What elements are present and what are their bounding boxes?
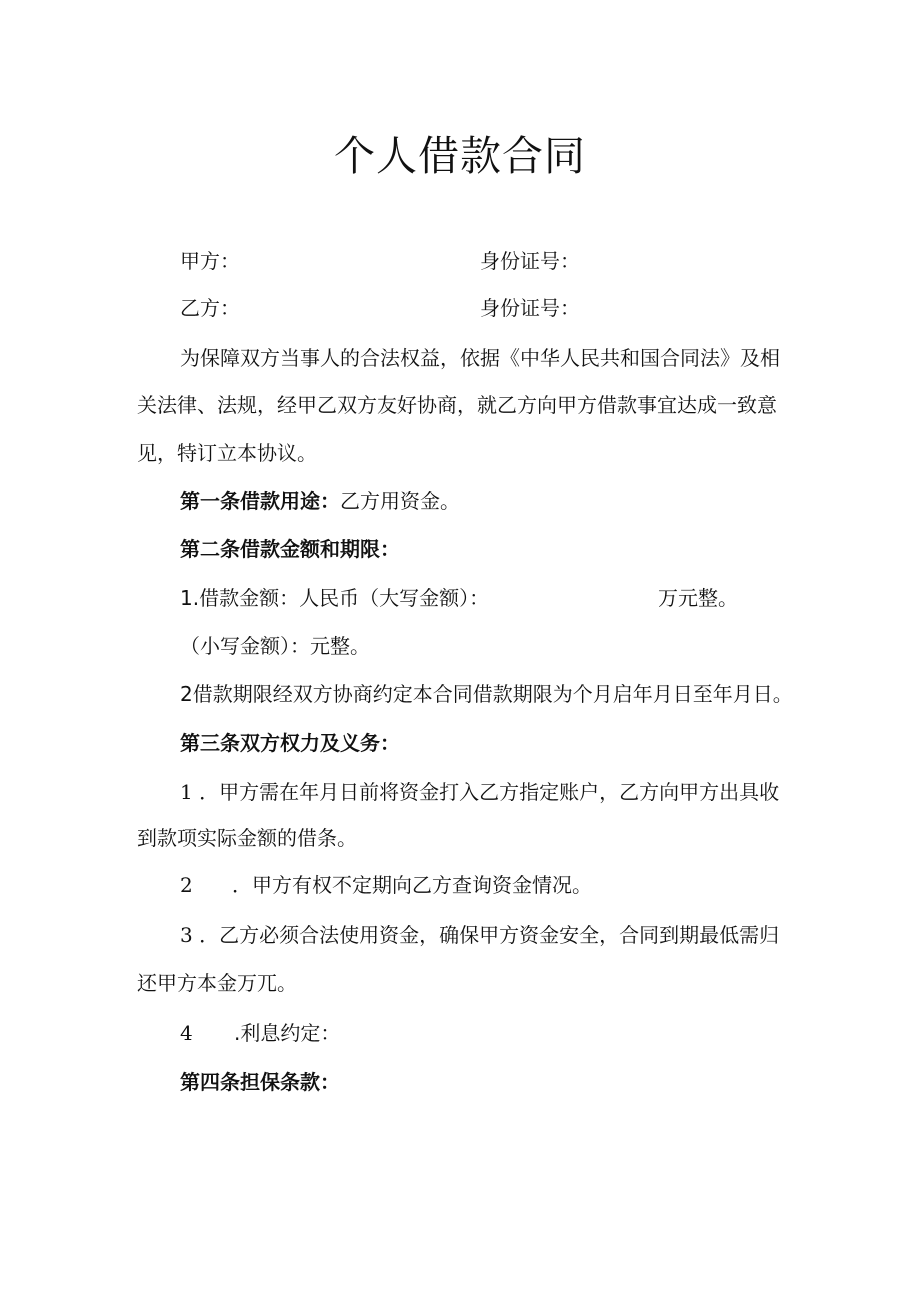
article-1-heading: 第一条借款用途： <box>180 489 340 513</box>
article-3-item-3-number: 3 <box>180 923 193 947</box>
article-2-item-1-line-2: （小写金额）：元整。 <box>180 634 370 658</box>
article-3-item-3 <box>180 922 779 948</box>
preamble-line-1: 为保障双方当事人的合法权益，依据《中华人民共和国合同法》及相 <box>180 346 780 370</box>
article-2-item-2: 2借款期限经双方协商约定本合同借款期限为个月启年月日至年月日。 <box>180 682 793 706</box>
article-3-item-3-line-1: ．乙方必须合法使用资金，确保甲方资金安全，合同到期最低需归 <box>199 923 780 947</box>
article-3-item-4-number: 4 <box>180 1021 193 1045</box>
article-3-item-3-line-2: 还甲方本金万兀。 <box>137 971 297 995</box>
article-3-item-1-line-1: ．甲方需在年月日前将资金打入乙方指定账户，乙方向甲方出具收 <box>199 780 780 804</box>
article-4-heading: 第四条担保条款： <box>180 1070 340 1094</box>
party-b-label: 乙方： <box>180 296 240 320</box>
article-3-item-2-number: 2 <box>180 873 193 897</box>
article-3-item-1-number: 1 <box>180 780 193 804</box>
document-title: 个人借款合同 <box>334 132 586 180</box>
article-1-text: 乙方用资金。 <box>340 489 460 513</box>
article-3-item-1-line-2: 到款项实际金额的借条。 <box>137 826 357 850</box>
party-a-label: 甲方： <box>180 249 240 273</box>
party-b-id-label: 身份证号： <box>480 296 580 320</box>
article-3-heading: 第三条双方权力及义务： <box>180 731 400 755</box>
article-2-item-1-suffix: 万元整。 <box>658 586 738 610</box>
article-3-item-1 <box>180 779 779 805</box>
party-a-id-label: 身份证号： <box>480 249 580 273</box>
article-1 <box>180 488 460 514</box>
article-2-item-1-prefix: 1.借款金额：人民币（大写金额）： <box>180 586 490 610</box>
preamble-line-2: 关法律、法规，经甲乙双方友好协商，就乙方向甲方借款事宜达成一致意 <box>137 393 777 417</box>
preamble-line-3: 见，特订立本协议。 <box>137 441 317 465</box>
article-3-item-2-text: ．甲方有权不定期向乙方查询资金情况。 <box>232 873 592 897</box>
article-3-item-4-text: .利息约定： <box>234 1021 341 1045</box>
article-2-heading: 第二条借款金额和期限： <box>180 537 400 561</box>
